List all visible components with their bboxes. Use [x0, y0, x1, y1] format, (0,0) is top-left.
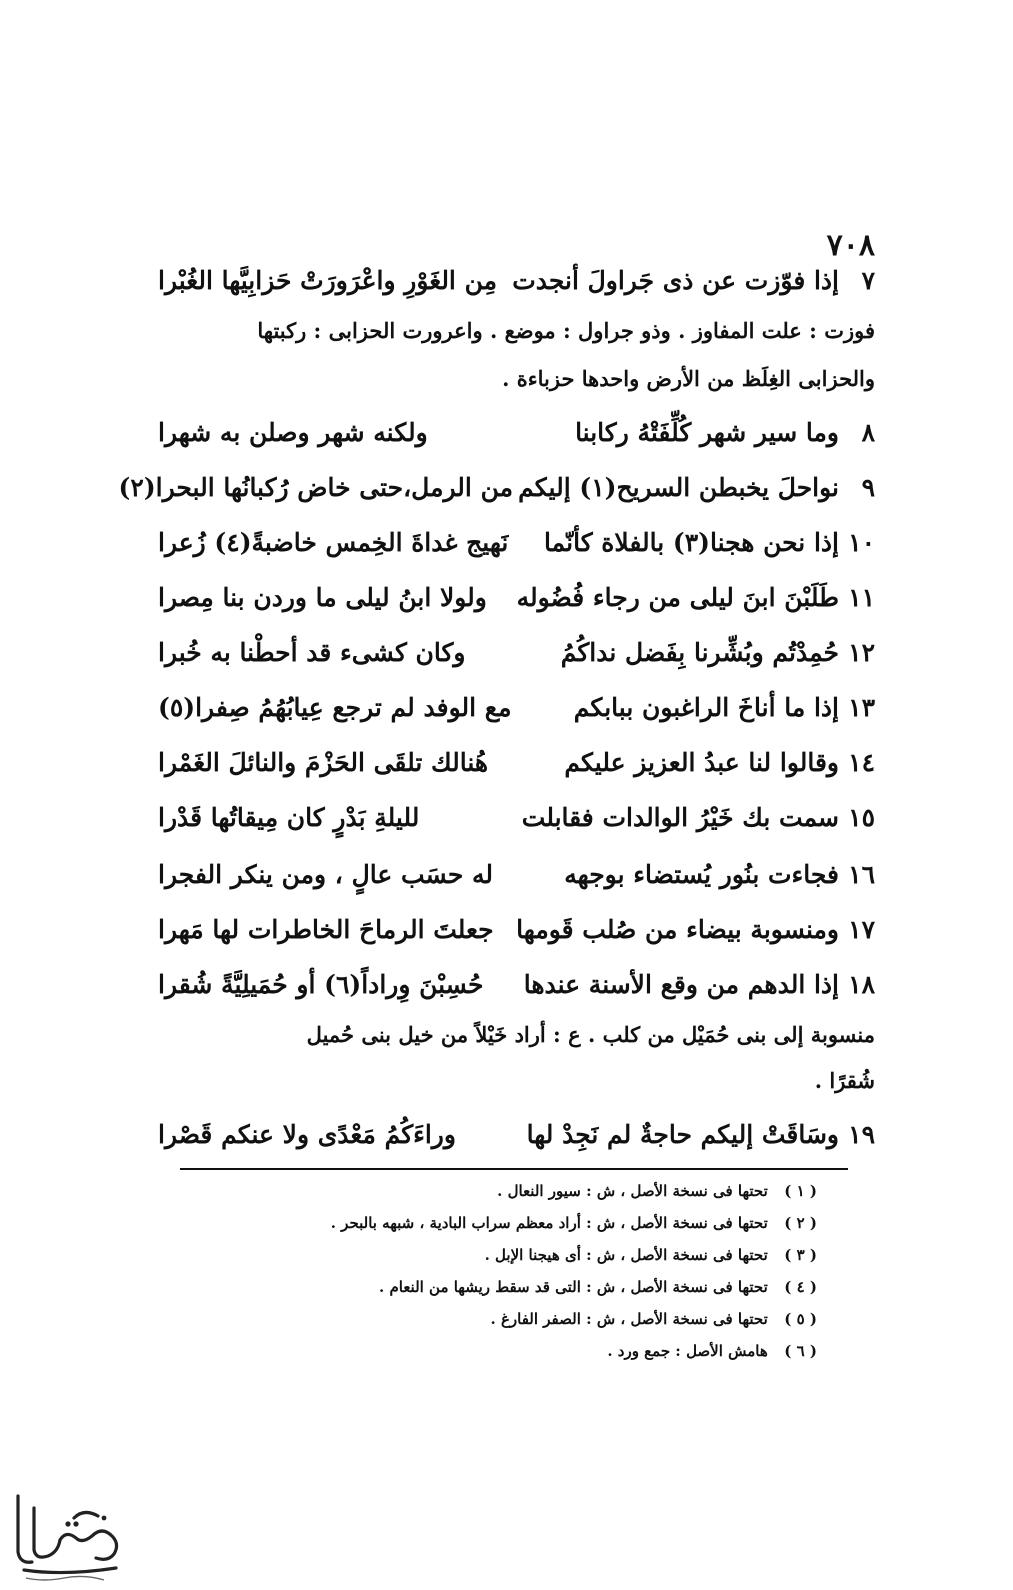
footnote — [177, 1310, 817, 1328]
footnote-number: ( ٣ ) — [784, 1246, 817, 1264]
verse-number: ١٦ — [848, 860, 875, 889]
footnote-text: تحتها فى نسخة الأصل ، ش : أراد معظم سراب البادية ، شبهه بالبحر . — [330, 1214, 768, 1232]
verse-first-hemistich: ومنسوبة بيضاء من صُلب قَومها — [516, 915, 839, 944]
verse-first-hemistich: إذا ما أناخَ الراغبون ببابكم — [573, 693, 839, 722]
footnote-number: ( ٢ ) — [784, 1214, 817, 1232]
footnote-text: تحتها فى نسخة الأصل ، ش : التى قد سقط ريشها من النعام . — [379, 1278, 768, 1296]
footnote-number: ( ٥ ) — [784, 1310, 817, 1328]
verse-number: ٩ — [861, 473, 875, 502]
verse-line — [155, 258, 875, 308]
gloss-line: فوزت : علت المفاوز . وذو جراول : موضع . واعرورت الحزابى : ركبتها — [257, 318, 875, 343]
verse-second-hemistich: وراءَكُمُ مَعْدًى ولا عنكم قَصْرا — [158, 1120, 456, 1149]
verse-second-hemistich: نَهيج غداةَ الخِمس خاضبةً(٤) زُعرا — [158, 528, 509, 557]
verse-first-hemistich: وما سير شهر كُلِّفَتْهُ ركابنا — [575, 418, 839, 447]
verse-second-hemistich: مع الوفد لم ترجع عِيابُهُمُ صِفرا(٥) — [158, 693, 512, 722]
footnote-text: تحتها فى نسخة الأصل ، ش : سيور النعال . — [497, 1182, 768, 1200]
verse-number: ٧ — [861, 266, 875, 295]
verse-first-hemistich: إذا فوّزت عن ذى جَراولَ أنجدت — [512, 266, 839, 295]
verse-second-hemistich: هُنالك تلقَى الحَزْمَ والنائلَ الغَمْرا — [158, 748, 489, 777]
footnote-divider — [180, 1168, 848, 1170]
verse-number: ١٩ — [848, 1120, 875, 1149]
verse-second-hemistich: جعلتَ الرماحَ الخاطرات لها مَهرا — [158, 915, 494, 944]
footnote — [177, 1182, 817, 1200]
verse-line — [118, 465, 875, 515]
gloss-line: والحزابى الغِلَظ من الأرض واحدها حزباءة . — [502, 366, 875, 391]
verse-first-hemistich: وسَاقَتْ إليكم حاجةٌ لم نَجِدْ لها — [526, 1120, 839, 1149]
footnote-number: ( ٦ ) — [784, 1342, 817, 1360]
verse-line — [155, 410, 875, 460]
footnote-number: ( ٤ ) — [784, 1278, 817, 1296]
verse-second-hemistich: مِن الغَوْرِ واعْرَورَتْ حَزابِيَّها الغُبْرا — [158, 266, 498, 295]
verse-second-hemistich: له حسَب عالٍ ، ومن ينكر الفجرا — [158, 860, 493, 889]
verse-line — [155, 962, 875, 1012]
verse-line — [155, 740, 875, 790]
footnote-text: هامش الأصل : جمع ورد . — [607, 1342, 768, 1360]
verse-number: ١٤ — [848, 748, 875, 777]
footnote-number: ( ١ ) — [784, 1182, 817, 1200]
verse-first-hemistich: إذا نحن هجنا(٣) بالفلاة كأنّما — [544, 528, 839, 557]
verse-number: ١٧ — [848, 915, 875, 944]
footnote — [177, 1214, 817, 1232]
verse-first-hemistich: إذا الدهم من وقع الأسنة عندها — [523, 970, 839, 999]
footnote-text: تحتها فى نسخة الأصل ، ش : أى هيجنا الإبل . — [484, 1246, 768, 1264]
verse-second-hemistich: من الرمل،حتى خاض رُكبانُها البحرا(٢) — [118, 473, 513, 502]
verse-second-hemistich: وكان كشىء قد أحطْنا به خُبرا — [158, 638, 466, 667]
verse-first-hemistich: وقالوا لنا عبدُ العزيز عليكم — [564, 748, 839, 777]
verse-line — [155, 685, 875, 735]
verse-first-hemistich: حُمِدْتُم وبُشِّرنا بِفَضل نداكُمُ — [560, 638, 839, 667]
verse-first-hemistich: سمت بك خَيْرُ الوالدات فقابلت — [521, 803, 839, 832]
verse-second-hemistich: ولولا ابنُ ليلى ما وردن بنا مِصرا — [158, 583, 487, 612]
verse-number: ١٢ — [848, 638, 875, 667]
verse-line — [155, 907, 875, 957]
verse-second-hemistich: لليلةِ بَدْرٍ كان مِيقاتُها قَدْرا — [158, 803, 420, 832]
verse-second-hemistich: حُسِبْنَ وِراداً(٦) أو حُمَيلِيَّةً شُقرا — [158, 970, 484, 999]
verse-line — [155, 852, 875, 902]
calligraphy-logo — [4, 1478, 132, 1586]
verse-second-hemistich: ولكنه شهر وصلن به شهرا — [158, 418, 428, 447]
footnote — [177, 1278, 817, 1296]
verse-number: ١١ — [848, 583, 875, 612]
verse-line — [155, 795, 875, 845]
verse-line — [155, 575, 875, 625]
footnote — [177, 1246, 817, 1264]
gloss-line: منسوبة إلى بنى حُمَيْل من كلب . ع : أراد خَيْلاً من خيل بنى حُميل — [306, 1022, 875, 1047]
verse-number: ١٨ — [848, 970, 875, 999]
verse-first-hemistich: فجاءت بنُور يُستضاء بوجهه — [564, 860, 839, 889]
verse-number: ١٠ — [848, 528, 875, 557]
gloss-line: شُقرًا . — [814, 1068, 875, 1093]
verse-first-hemistich: نواحلَ يخبطن السريح(١) إليكم — [518, 473, 839, 502]
page-number: ٧٠٨ — [826, 228, 875, 263]
verse-line — [155, 1112, 875, 1162]
verse-line — [155, 520, 875, 570]
verse-number: ٨ — [861, 418, 875, 447]
verse-number: ١٣ — [848, 693, 875, 722]
verse-number: ١٥ — [848, 803, 875, 832]
footnote — [177, 1342, 817, 1360]
footnote-text: تحتها فى نسخة الأصل ، ش : الصفر الفارغ . — [490, 1310, 768, 1328]
verse-first-hemistich: طَلَبْنَ ابنَ ليلى من رجاء فُضُوله — [516, 583, 839, 612]
verse-line — [155, 630, 875, 680]
